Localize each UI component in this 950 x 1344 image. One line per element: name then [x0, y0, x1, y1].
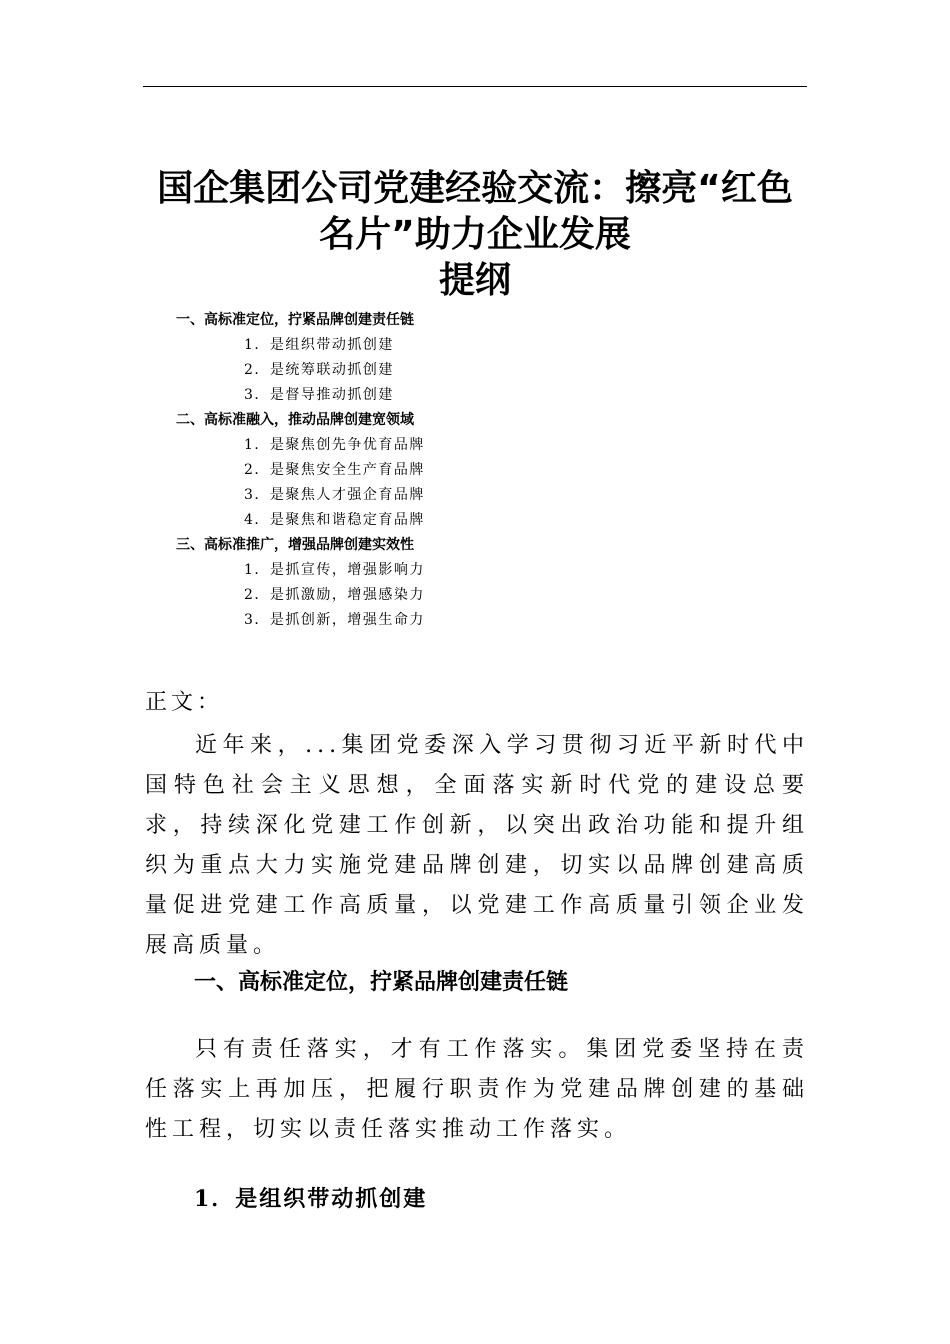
outline-heading-3: 三、高标准推广，增强品牌创建实效性: [176, 537, 414, 553]
outline-item: 3．是督导推动抓创建: [244, 387, 394, 403]
outline-item: 1．是聚焦创先争优育品牌: [244, 437, 425, 453]
header-rule: [143, 86, 807, 87]
section-1-subheading-1: 1．是组织带动抓创建: [194, 1186, 428, 1212]
section-1-heading: 一、高标准定位，拧紧品牌创建责任链: [194, 970, 569, 995]
outline-item: 3．是聚焦人才强企育品牌: [244, 487, 425, 503]
outline-item: 3．是抓创新，增强生命力: [244, 612, 425, 628]
outline-item: 4．是聚焦和谐稳定育品牌: [244, 512, 425, 528]
title-line-3: 提纲: [438, 260, 511, 301]
outline-item: 1．是组织带动抓创建: [244, 337, 394, 353]
section-1-paragraph: 只有责任落实，才有工作落实。集团党委坚持在责任落实上再加压，把履行职责作为党建品牌创建的基础性工程，切实以责任落实推动工作落实。: [145, 1037, 809, 1142]
outline-item: 2．是抓激励，增强感染力: [244, 587, 425, 603]
title-line-1: 国企集团公司党建经验交流：擦亮“红色: [157, 168, 793, 209]
outline-item: 2．是聚焦安全生产育品牌: [244, 462, 425, 478]
body-label: 正文：: [145, 690, 224, 715]
outline-item: 2．是统筹联动抓创建: [244, 362, 394, 378]
outline-heading-1: 一、高标准定位，拧紧品牌创建责任链: [176, 312, 414, 328]
outline-heading-2: 二、高标准融入，推动品牌创建宽领域: [176, 412, 414, 428]
title-line-2: 名片”助力企业发展: [319, 214, 631, 255]
intro-paragraph: 近年来，...集团党委深入学习贯彻习近平新时代中国特色社会主义思想，全面落实新时代党的建设总要求，持续深化党建工作创新，以突出政治功能和提升组织为重点大力实施党建品牌创建，切实以品牌创建高质量促进党建工作高质量，以党建工作高质量引领企业发展高质量。: [145, 733, 809, 958]
outline-item: 1．是抓宣传，增强影响力: [244, 562, 425, 578]
document-title: [143, 166, 807, 304]
